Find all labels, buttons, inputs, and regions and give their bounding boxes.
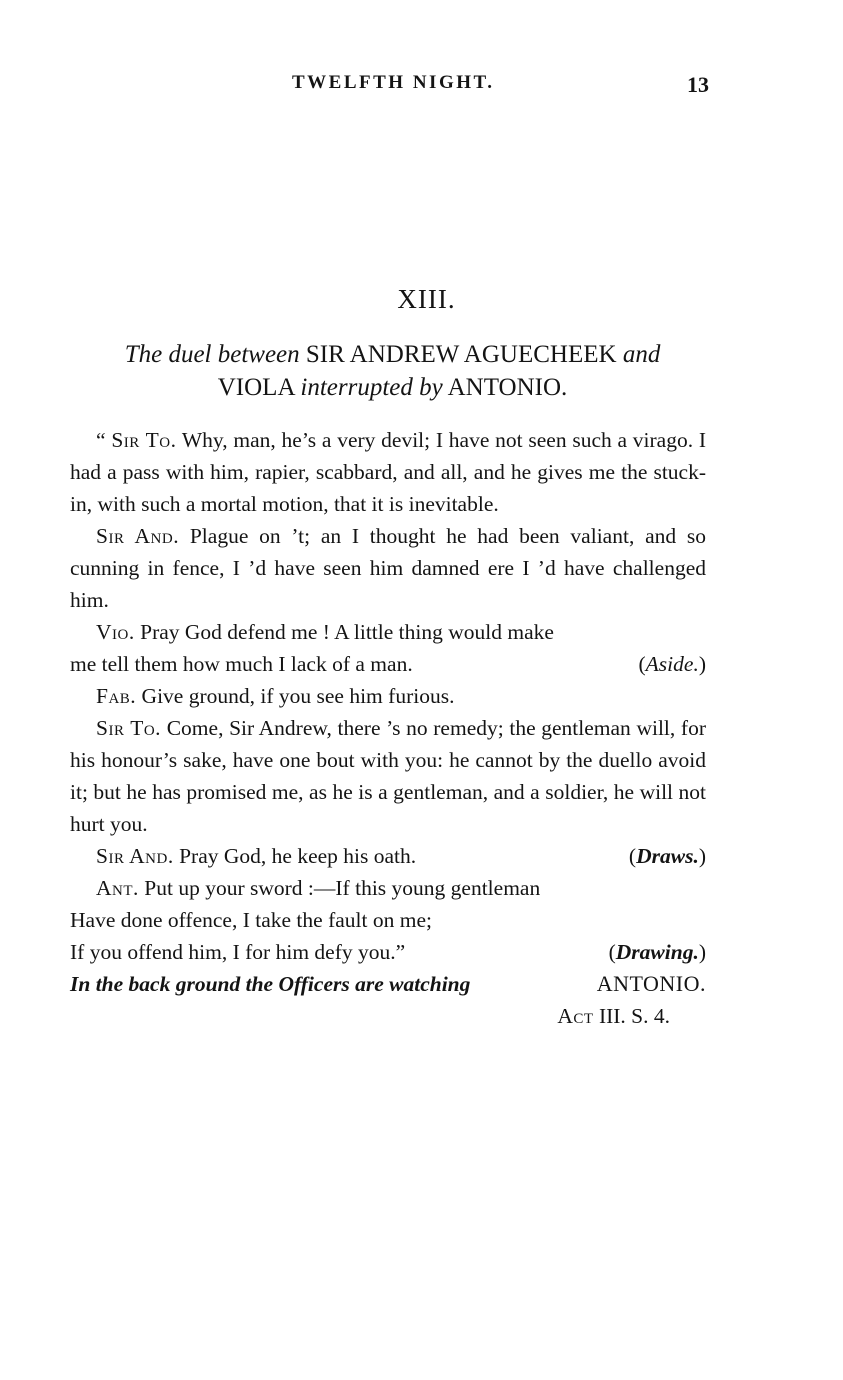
speaker-label: Ant. (96, 876, 139, 900)
viola-line-2 (70, 648, 706, 680)
scene-note-name: ANTONIO. (596, 971, 706, 996)
title-name-3: ANTONIO. (447, 374, 568, 401)
title-italic-2: and (622, 341, 661, 368)
speech-text: Pray God defend me ! A little thing would make (134, 620, 554, 644)
speech-text: me tell them how much I lack of a man. (70, 652, 413, 676)
speech-fabian (70, 680, 706, 712)
opening-quote: “ (96, 428, 112, 452)
antonio-line-1 (70, 872, 706, 904)
speaker-label: Sir And. (96, 524, 180, 548)
speech-antonio (70, 872, 706, 968)
speech-sir-toby-2 (70, 712, 706, 840)
stage-direction-text: Draws. (636, 844, 699, 868)
antonio-line-2: Have done offence, I take the fault on me; (70, 908, 432, 932)
running-head (0, 72, 843, 102)
verse-text: Put up your sword :—If this young gentleman (138, 876, 541, 900)
scene-note (70, 968, 706, 1000)
speaker-label: Sir To. (111, 428, 177, 452)
speech-viola (70, 616, 706, 680)
viola-line-1 (70, 616, 706, 648)
plate-title (70, 338, 715, 404)
speech-text: Pray God, he keep his oath. (173, 844, 417, 868)
speech-text: Plague on ’t; an I thought he had been valiant, and so cunning in fence, I ’d have seen him damned ere I ’d have challenged him. (70, 524, 706, 612)
stage-direction: (Drawing.) (608, 940, 706, 964)
speaker-label: Sir To. (96, 716, 162, 740)
stage-direction: (Draws.) (628, 844, 706, 868)
speaker-label: Vio. (96, 620, 135, 644)
speech-text: Come, Sir Andrew, there ’s no remedy; the gentleman will, for his honour’s sake, have one bout with you: he cannot by the duello avoid it; but he has promised me, as he is a gentleman, and a soldier, he will not hurt you. (70, 716, 706, 836)
speaker-label: Fab. (96, 684, 137, 708)
plate-number: XIII. (397, 284, 456, 314)
act-label: Act (557, 1004, 594, 1028)
stage-direction-text: Aside. (645, 652, 699, 676)
stage-direction-text: Drawing. (615, 940, 699, 964)
act-scene-location: III. S. 4. (593, 1004, 670, 1028)
stage-direction: (Aside.) (638, 652, 706, 676)
title-italic-3: interrupted by (300, 374, 443, 401)
speech-sir-andrew-1 (70, 520, 706, 616)
page-number: 13 (687, 72, 709, 97)
title-name-1: SIR ANDREW AGUECHEEK (305, 341, 617, 368)
running-title: TWELFTH NIGHT. (292, 72, 495, 93)
antonio-line-3 (70, 936, 706, 968)
title-italic-1: The duel between (124, 341, 300, 368)
speech-text: Give ground, if you see him furious. (136, 684, 455, 708)
title-name-2: VIOLA (217, 374, 295, 401)
dialogue-text (70, 424, 706, 1032)
scene-note-text: In the back ground the Officers are watching (70, 972, 471, 996)
speaker-label: Sir And. (96, 844, 174, 868)
speech-sir-toby-1 (70, 424, 706, 520)
act-scene-reference (70, 1000, 706, 1032)
speech-sir-andrew-2 (70, 840, 706, 872)
verse-text: If you offend him, I for him defy you.” (70, 940, 406, 964)
speech-text: Why, man, he’s a very devil; I have not seen such a virago. I had a pass with him, rapier, scabbard, and all, and he gives me the stuck-in, with such a mortal motion, that it is inevitable. (70, 428, 707, 516)
